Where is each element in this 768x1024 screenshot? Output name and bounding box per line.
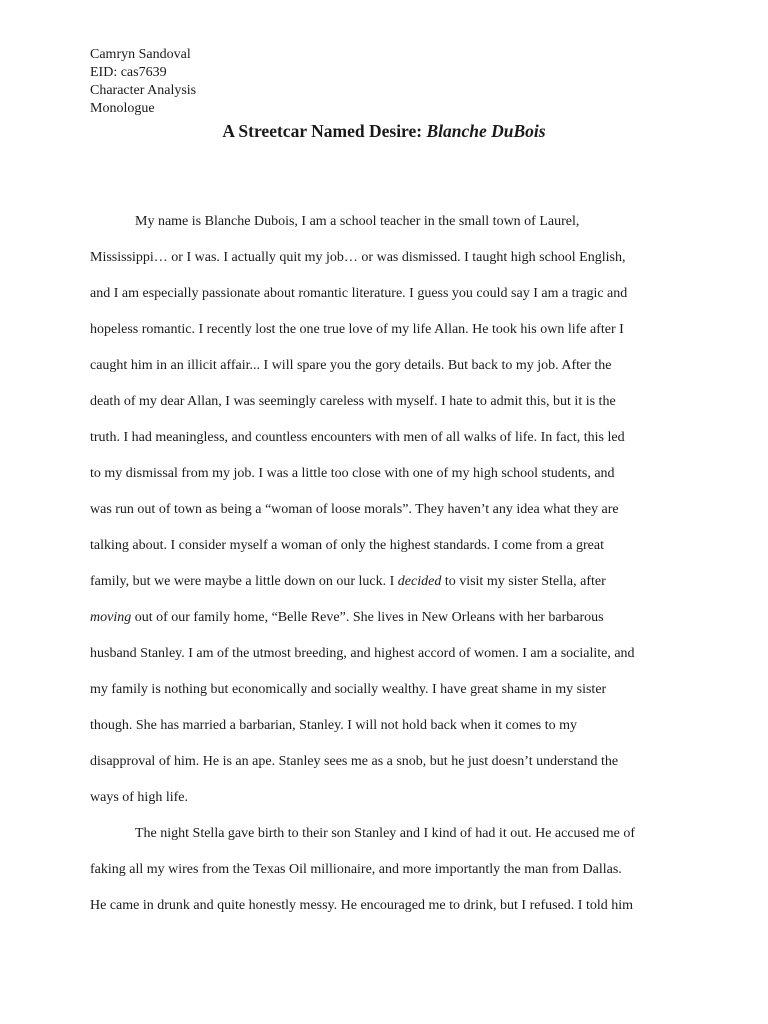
paragraph-2-line-1: The night Stella gave birth to their son Stanley and I kind of had it out. He accused me of [135, 826, 635, 841]
paragraph-1-line-4: hopeless romantic. I recently lost the one true love of my life Allan. He took his own life after I [90, 322, 624, 337]
assignment-type: Monologue [90, 101, 155, 116]
paragraph-1-line-14: my family is nothing but economically and socially wealthy. I have great shame in my sister [90, 682, 607, 697]
italic-word-moving: moving [90, 610, 132, 625]
paragraph-1-line-1: My name is Blanche Dubois, I am a school teacher in the small town of Laurel, [135, 214, 580, 229]
paragraph-1-line-10: talking about. I consider myself a woman of only the highest standards. I come from a great [90, 538, 604, 553]
paragraph-1-line-16: disapproval of him. He is an ape. Stanley sees me as a snob, but he just doesn’t understand the [90, 754, 619, 769]
author-header [90, 46, 196, 118]
paragraph-1-line-6: death of my dear Allan, I was seemingly careless with myself. I hate to admit this, but it is the [90, 394, 616, 409]
paragraph-1-line-13: husband Stanley. I am of the utmost breeding, and highest accord of women. I am a socialite, and [90, 646, 635, 661]
author-eid: EID: cas7639 [90, 65, 167, 80]
paragraph-1-line-12 [90, 606, 680, 642]
paragraph-1-line-11 [90, 570, 680, 606]
assignment-name: Character Analysis [90, 83, 197, 98]
title-character: Blanche DuBois [426, 121, 546, 141]
paragraph-2-line-3: He came in drunk and quite honestly messy. He encouraged me to drink, but I refused. I told him [90, 898, 634, 913]
paragraph-1-line-3: and I am especially passionate about romantic literature. I guess you could say I am a tragic and [90, 286, 628, 301]
paragraph-2-line-2: faking all my wires from the Texas Oil millionaire, and more importantly the man from Dallas. [90, 862, 622, 877]
line-11-text-a: family, but we were maybe a little down on our luck. I [90, 574, 398, 589]
italic-word-decided: decided [397, 574, 442, 589]
paragraph-1-line-8: to my dismissal from my job. I was a little too close with one of my high school students, and [90, 466, 615, 481]
title-main: A Streetcar Named Desire: [222, 121, 427, 141]
paragraph-1-line-17: ways of high life. [90, 790, 188, 805]
document-title [0, 120, 768, 142]
paragraph-1-line-15: though. She has married a barbarian, Stanley. I will not hold back when it comes to my [90, 718, 578, 733]
author-name: Camryn Sandoval [90, 47, 191, 62]
line-12-text-b: out of our family home, “Belle Reve”. She lives in New Orleans with her barbarous [131, 610, 604, 625]
paragraph-1-line-5: caught him in an illicit affair... I will spare you the gory details. But back to my job. After the [90, 358, 612, 373]
paragraph-1-line-9: was run out of town as being a “woman of loose morals”. They haven’t any idea what they are [90, 502, 619, 517]
monologue-body [90, 210, 680, 930]
line-11-text-c: to visit my sister Stella, after [441, 574, 606, 589]
paragraph-1-line-2: Mississippi… or I was. I actually quit my job… or was dismissed. I taught high school English, [90, 250, 626, 265]
paragraph-1-line-7: truth. I had meaningless, and countless encounters with men of all walks of life. In fact, this led [90, 430, 625, 445]
